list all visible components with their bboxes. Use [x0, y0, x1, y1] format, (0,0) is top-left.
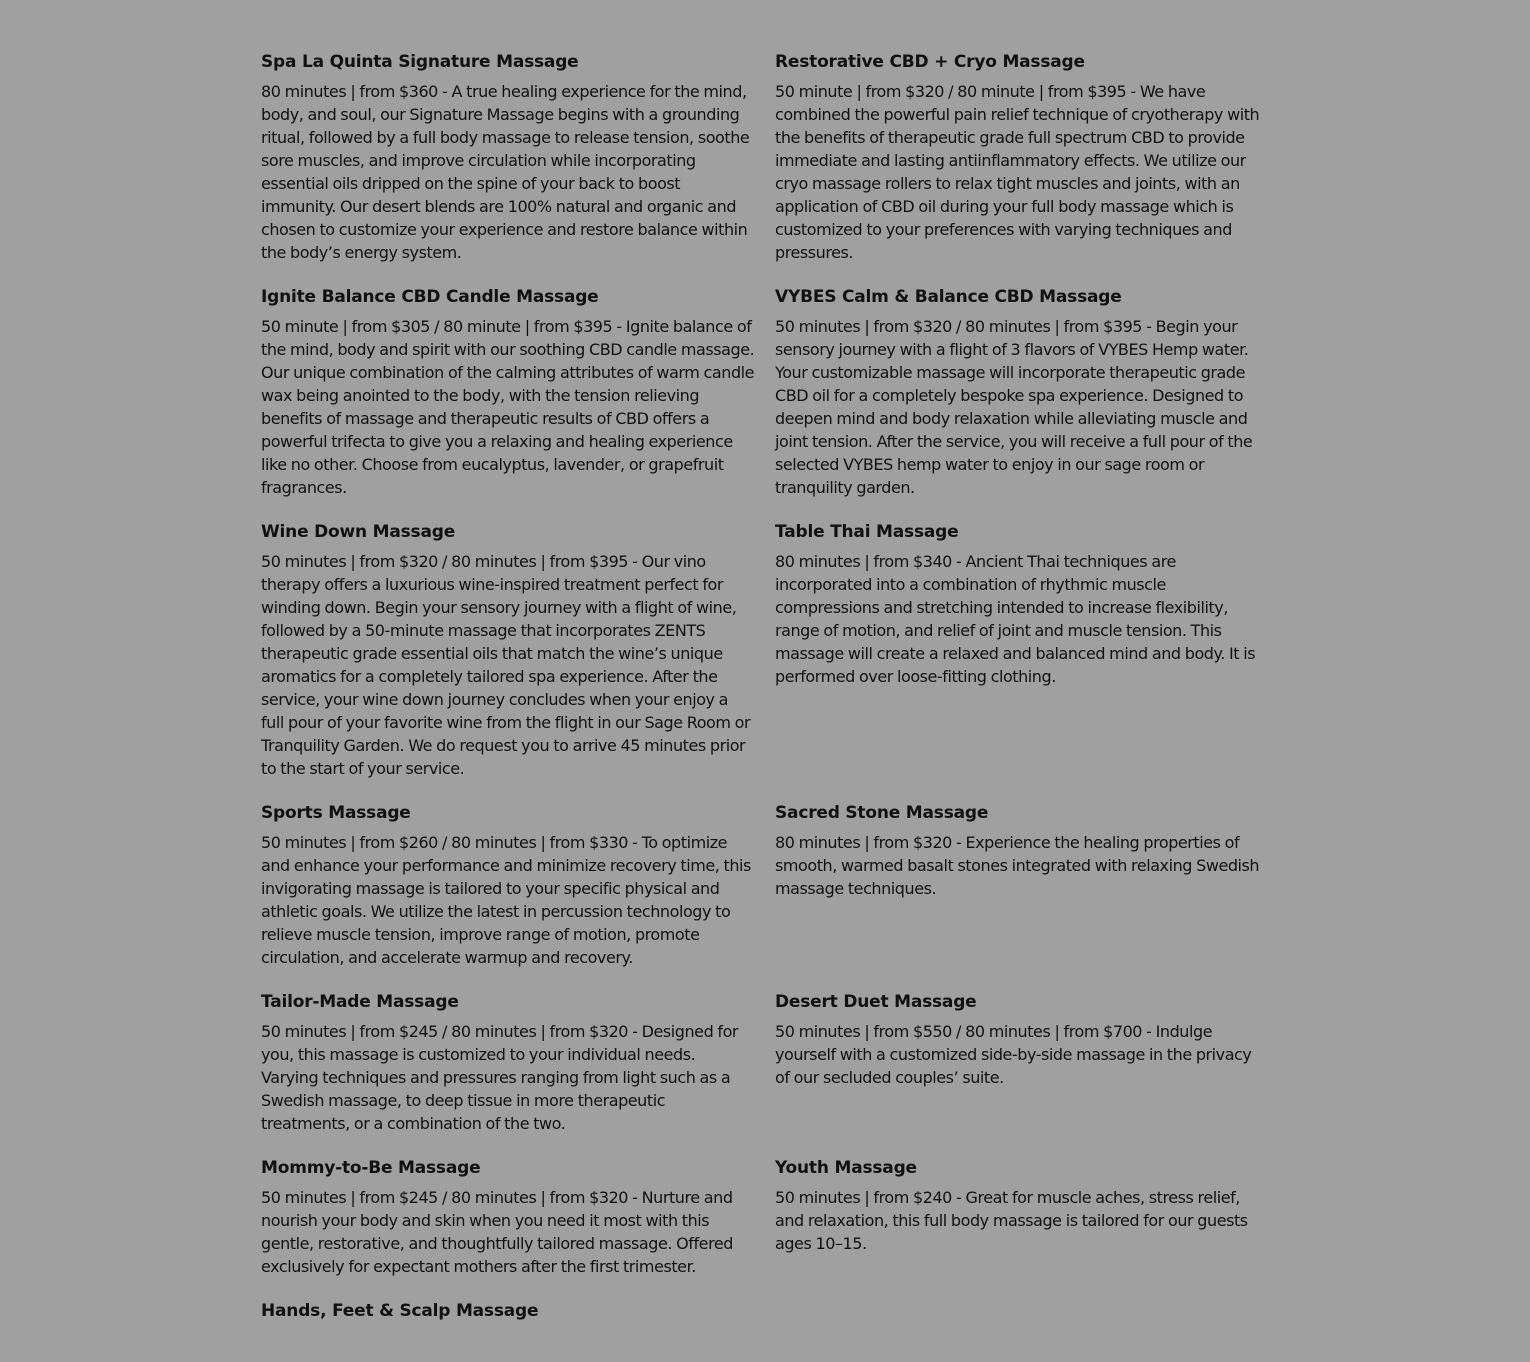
- treatment-title: Sacred Stone Massage: [775, 803, 989, 823]
- treatment-item: [261, 50, 755, 264]
- treatment-grid: [261, 50, 1265, 1350]
- treatment-title: Wine Down Massage: [261, 522, 456, 542]
- treatment-item: [261, 1299, 755, 1329]
- treatment-title: Desert Duet Massage: [775, 992, 977, 1012]
- treatment-title: Spa La Quinta Signature Massage: [261, 52, 579, 72]
- treatment-description: 50 minutes | from $240 - Great for muscle aches, stress relief, and relaxation, this full body massage is tailored for our guests ages 10–15.: [775, 1188, 1248, 1253]
- treatment-title: Ignite Balance CBD Candle Massage: [261, 287, 599, 307]
- treatment-item: [775, 801, 1265, 969]
- treatment-description: 50 minutes | from $245 / 80 minutes | from $320 - Designed for you, this massage is customized to your individual needs. Varying techniques and pressures ranging from light such as a Swedish massage, to deep tissue in more therapeutic treatments, or a combination of the two.: [261, 1022, 739, 1133]
- treatment-description: 80 minutes | from $320 - Experience the healing properties of smooth, warmed basalt stones integrated with relaxing Swedish massage techniques.: [775, 833, 1260, 898]
- treatment-description: 50 minutes | from $550 / 80 minutes | from $700 - Indulge yourself with a customized side-by-side massage in the privacy of our secluded couples’ suite.: [775, 1022, 1252, 1087]
- treatment-title: Tailor-Made Massage: [261, 992, 459, 1012]
- treatment-item: [261, 520, 755, 780]
- treatment-item: [261, 990, 755, 1135]
- treatment-title: Hands, Feet & Scalp Massage: [261, 1301, 539, 1321]
- treatment-description: 50 minutes | from $260 / 80 minutes | from $330 - To optimize and enhance your performance and minimize recovery time, this invigorating massage is tailored to your specific physical and athletic goals. We utilize the latest in percussion technology to relieve muscle tension, improve range of motion, promote circulation, and accelerate warmup and recovery.: [261, 833, 751, 967]
- treatment-item: [261, 285, 755, 499]
- treatment-item: [775, 520, 1265, 780]
- treatment-item: [775, 990, 1265, 1135]
- treatment-description: 50 minute | from $305 / 80 minute | from $395 - Ignite balance of the mind, body and spirit with our soothing CBD candle massage. Our unique combination of the calming attributes of warm candle wax being anointed to the body, with the tension relieving benefits of massage and therapeutic results of CBD offers a powerful trifecta to give you a relaxing and healing experience like no other. Choose from eucalyptus, lavender, or grapefruit fragrances.: [261, 317, 755, 497]
- treatment-description: 50 minutes | from $245 / 80 minutes | from $320 - Nurture and nourish your body and skin when you need it most with this gentle, restorative, and thoughtfully tailored massage. Offered exclusively for expectant mothers after the first trimester.: [261, 1188, 733, 1276]
- treatment-title: Mommy-to-Be Massage: [261, 1158, 481, 1178]
- treatment-item: [775, 285, 1265, 499]
- treatment-description: 50 minute | from $320 / 80 minute | from $395 - We have combined the powerful pain relief technique of cryotherapy with the benefits of therapeutic grade full spectrum CBD to provide immediate and lasting antiinflammatory effects. We utilize our cryo massage rollers to relax tight muscles and joints, with an application of CBD oil during your full body massage which is customized to your preferences with varying techniques and pressures.: [775, 82, 1260, 262]
- treatment-item: [775, 50, 1265, 264]
- treatment-title: Table Thai Massage: [775, 522, 959, 542]
- treatment-title: Youth Massage: [775, 1158, 917, 1178]
- treatment-item: [775, 1156, 1265, 1278]
- treatment-description: 80 minutes | from $340 - Ancient Thai techniques are incorporated into a combination of rhythmic muscle compressions and stretching intended to increase flexibility, range of motion, and relief of joint and muscle tension. This massage will create a relaxed and balanced mind and body. It is performed over loose-fitting clothing.: [775, 552, 1256, 686]
- treatment-description: 50 minutes | from $320 / 80 minutes | from $395 - Begin your sensory journey with a flight of 3 flavors of VYBES Hemp water. Your customizable massage will incorporate therapeutic grade CBD oil for a completely bespoke spa experience. Designed to deepen mind and body relaxation while alleviating muscle and joint tension. After the service, you will receive a full pour of the selected VYBES hemp water to enjoy in our sage room or tranquility garden.: [775, 317, 1253, 497]
- treatment-item: [261, 801, 755, 969]
- treatment-title: Restorative CBD + Cryo Massage: [775, 52, 1085, 72]
- treatment-description: 50 minutes | from $320 / 80 minutes | from $395 - Our vino therapy offers a luxurious wine-inspired treatment perfect for winding down. Begin your sensory journey with a flight of wine, followed by a 50-minute massage that incorporates ZENTS therapeutic grade essential oils that match the wine’s unique aromatics for a completely tailored spa experience. After the service, your wine down journey concludes when your enjoy a full pour of your favorite wine from the flight in our Sage Room or Tranquility Garden. We do request you to arrive 45 minutes prior to the start of your service.: [261, 552, 751, 778]
- treatment-title: Sports Massage: [261, 803, 411, 823]
- treatment-title: VYBES Calm & Balance CBD Massage: [775, 287, 1122, 307]
- treatment-item: [261, 1156, 755, 1278]
- treatment-description: 80 minutes | from $360 - A true healing experience for the mind, body, and soul, our Signature Massage begins with a grounding ritual, followed by a full body massage to release tension, soothe sore muscles, and improve circulation while incorporating essential oils dripped on the spine of your back to boost immunity. Our desert blends are 100% natural and organic and chosen to customize your experience and restore balance within the body’s energy system.: [261, 82, 750, 262]
